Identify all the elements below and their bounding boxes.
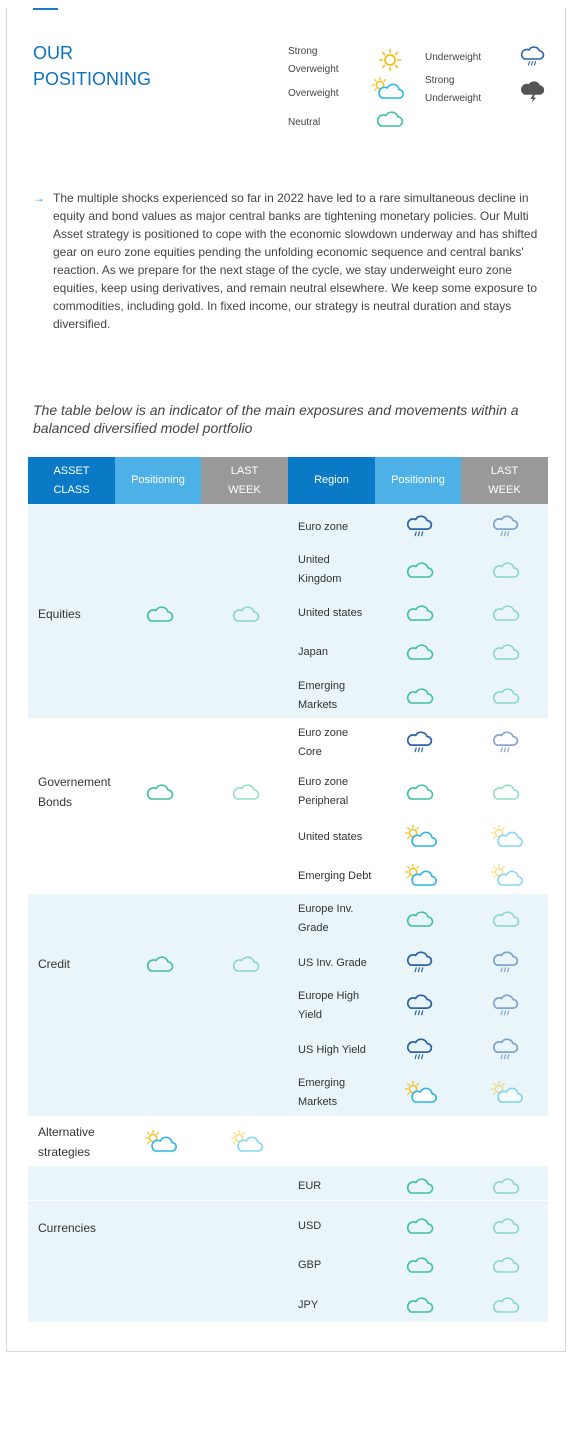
header-text: CLASS xyxy=(53,483,90,496)
sun-cloud-icon xyxy=(489,824,523,855)
cloud-icon xyxy=(146,953,174,980)
text-line: Euro zone xyxy=(298,520,349,533)
region-label xyxy=(298,724,378,762)
legend-label-line: Strong xyxy=(288,46,318,57)
legend-label-line: Strong xyxy=(425,75,455,86)
region-label xyxy=(298,828,378,847)
region-label xyxy=(298,604,378,623)
legend-neutral-label: Neutral xyxy=(288,117,321,128)
text-line: Europe Inv. xyxy=(298,903,354,915)
region-label xyxy=(298,1296,378,1315)
region-label xyxy=(298,1041,378,1060)
rain-cloud-icon xyxy=(407,993,433,1024)
rain-cloud-icon xyxy=(493,514,519,545)
legend-strong-underweight-label xyxy=(425,72,481,108)
cloud-icon xyxy=(146,603,174,630)
text-line: United states xyxy=(298,830,363,843)
rain-cloud-icon xyxy=(521,45,545,74)
region-label xyxy=(298,551,378,589)
text-line: Grade xyxy=(298,922,329,934)
cloud-icon xyxy=(492,781,520,808)
text-line: EUR xyxy=(298,1179,322,1192)
text-line: JPY xyxy=(298,1298,319,1311)
asset-class-label xyxy=(38,1122,118,1162)
legend-label-line: Overweight xyxy=(288,64,339,75)
text-line: Emerging xyxy=(298,1077,346,1089)
header-text: WEEK xyxy=(228,483,261,496)
credit-band xyxy=(28,894,548,1116)
cloud-icon xyxy=(376,108,404,135)
sun-cloud-icon xyxy=(229,1129,263,1160)
cloud-icon xyxy=(406,1215,434,1242)
arrow-right-icon: → xyxy=(33,191,45,205)
cloud-icon xyxy=(492,908,520,935)
text-line: Kingdom xyxy=(298,573,342,585)
text-line: Japan xyxy=(298,645,328,658)
region-label xyxy=(298,773,378,811)
text-line: Markets xyxy=(298,1096,338,1108)
legend-overweight-label: Overweight xyxy=(288,88,339,99)
cloud-icon xyxy=(232,953,260,980)
header-text: LAST xyxy=(230,464,259,477)
legend-label-line: Underweight xyxy=(425,93,482,104)
region-label xyxy=(298,1177,378,1196)
rain-cloud-icon xyxy=(407,1037,433,1068)
text-line: Equities xyxy=(38,607,81,621)
sun-cloud-icon xyxy=(143,1129,177,1160)
text-line: Yield xyxy=(298,1009,323,1021)
rain-cloud-icon xyxy=(493,993,519,1024)
title-line-2: POSITIONING xyxy=(33,69,152,89)
region-label xyxy=(298,900,378,938)
text-line: USD xyxy=(298,1219,322,1232)
sun-cloud-icon xyxy=(403,1080,437,1111)
region-label xyxy=(298,867,378,886)
text-line: Bonds xyxy=(38,795,73,809)
cloud-icon xyxy=(492,602,520,629)
text-line: United states xyxy=(298,606,363,619)
text-line: Europe High xyxy=(298,990,360,1002)
table-caption: The table below is an indicator of the main exposures and movements within a balanced diversified model portfolio xyxy=(33,402,519,436)
header-region: Region xyxy=(288,457,375,504)
header-positioning: Positioning xyxy=(115,457,201,504)
asset-class-label xyxy=(38,604,118,624)
cloud-icon xyxy=(406,908,434,935)
cloud-icon xyxy=(406,641,434,668)
row-divider xyxy=(28,1200,548,1201)
text-line: Peripheral xyxy=(298,795,349,807)
sun-cloud-icon xyxy=(489,1080,523,1111)
title-line-1: OUR xyxy=(33,43,73,63)
rain-cloud-icon xyxy=(407,514,433,545)
text-line: US Inv. Grade xyxy=(298,956,367,969)
cloud-icon xyxy=(232,781,260,808)
sun-cloud-icon xyxy=(489,863,523,894)
header-text: WEEK xyxy=(488,483,521,496)
cloud-icon xyxy=(406,781,434,808)
legend-strong-overweight-label xyxy=(288,43,339,79)
cloud-icon xyxy=(492,641,520,668)
region-label xyxy=(298,1074,378,1112)
text-line: Credit xyxy=(38,957,71,971)
text-line: Markets xyxy=(298,699,338,711)
cloud-icon xyxy=(492,1215,520,1242)
text-line: Governement xyxy=(38,775,111,789)
asset-class-label xyxy=(38,1218,118,1238)
intro-paragraph xyxy=(33,189,545,333)
cloud-icon xyxy=(406,559,434,586)
cloud-icon xyxy=(492,685,520,712)
text-line: Emerging xyxy=(298,680,346,692)
cloud-icon xyxy=(146,781,174,808)
cloud-icon xyxy=(232,603,260,630)
cloud-icon xyxy=(492,1294,520,1321)
region-label xyxy=(298,1217,378,1236)
sun-cloud-icon xyxy=(403,824,437,855)
page-title xyxy=(33,40,151,92)
region-label xyxy=(298,1256,378,1275)
rain-cloud-icon xyxy=(493,1037,519,1068)
header-region-positioning: Positioning xyxy=(375,457,461,504)
region-label xyxy=(298,954,378,973)
cloud-icon xyxy=(492,1254,520,1281)
cloud-icon xyxy=(406,602,434,629)
text-line: Alternative xyxy=(38,1125,95,1139)
rain-cloud-icon xyxy=(407,950,433,981)
text-line: Core xyxy=(298,746,322,758)
rain-cloud-icon xyxy=(407,730,433,761)
region-label xyxy=(298,643,378,662)
legend-underweight-label: Underweight xyxy=(425,52,482,63)
rain-cloud-icon xyxy=(493,730,519,761)
sun-cloud-icon xyxy=(370,76,404,107)
text-line: strategies xyxy=(38,1145,91,1159)
currencies-band xyxy=(28,1166,548,1322)
header-text: LAST xyxy=(490,464,519,477)
sun-icon xyxy=(378,48,402,77)
cloud-icon xyxy=(406,1175,434,1202)
header-region-last-week xyxy=(461,457,548,504)
storm-cloud-icon xyxy=(521,80,545,109)
intro-text: The multiple shocks experienced so far in 2022 have led to a rare simultaneous decline in equity and bond values as major central banks are tightening monetary policies. Our Multi Asset strategy is positioned to cope with the economic slowdown underway and has shifted gear on euro zone equities pending the unfolding economic sequence and central banks' reaction. As we prepare for the next stage of the cycle, we stay underweight euro zone equities, keep using derivatives, and remain neutral elsewhere. We keep some exposure to commodities, including gold. In fixed income, our strategy is neutral duration and stays diversified. xyxy=(53,191,538,331)
header-text: ASSET xyxy=(53,464,90,477)
region-label xyxy=(298,518,378,537)
cloud-icon xyxy=(492,559,520,586)
text-line: US High Yield xyxy=(298,1043,366,1056)
cloud-icon xyxy=(492,1175,520,1202)
rain-cloud-icon xyxy=(493,950,519,981)
text-line: Euro zone xyxy=(298,727,349,739)
text-line: Currencies xyxy=(38,1221,97,1235)
text-line: United xyxy=(298,554,330,566)
text-line: GBP xyxy=(298,1258,322,1271)
asset-class-label xyxy=(38,954,118,974)
cloud-icon xyxy=(406,1254,434,1281)
cloud-icon xyxy=(406,1294,434,1321)
region-label xyxy=(298,987,378,1025)
region-label xyxy=(298,677,378,715)
asset-class-label xyxy=(38,772,118,812)
sun-cloud-icon xyxy=(403,863,437,894)
text-line: Euro zone xyxy=(298,776,349,788)
cloud-icon xyxy=(406,685,434,712)
header-asset-class xyxy=(28,457,115,504)
header-last-week xyxy=(201,457,288,504)
accent-bar xyxy=(33,8,58,10)
text-line: Emerging Debt xyxy=(298,869,372,882)
